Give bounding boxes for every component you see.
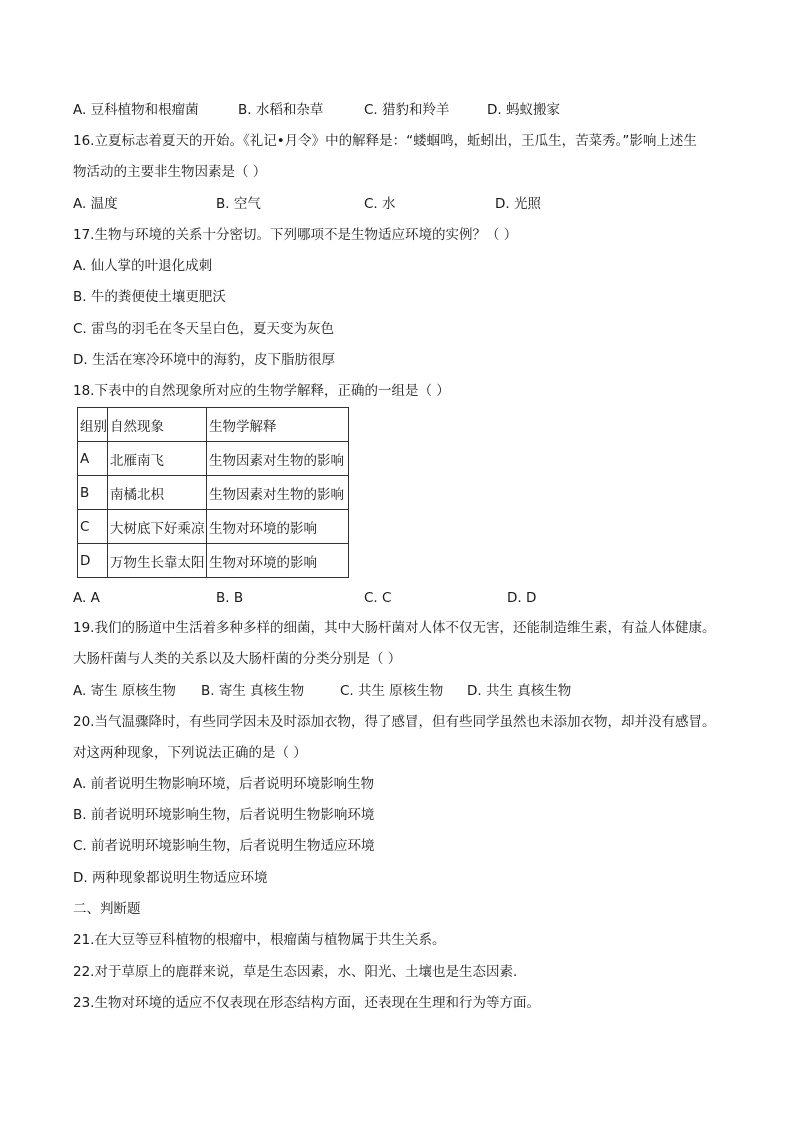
- q18-stem: 18.下表中的自然现象所对应的生物学解释，正确的一组是（ ）: [73, 383, 450, 399]
- q15-option-b: B. 水稻和杂草: [238, 102, 324, 118]
- table-row: [78, 510, 349, 544]
- table-row: [78, 476, 349, 510]
- q16-option-c: C. 水: [364, 196, 396, 212]
- q17-stem: 17.生物与环境的关系十分密切。下列哪项不是生物适应环境的实例？（ ）: [73, 227, 518, 243]
- q18-options: [73, 589, 753, 607]
- q15-option-a: A. 豆科植物和根瘤菌: [73, 102, 199, 118]
- q17-option-d: D. 生活在寒冷环境中的海豹，皮下脂肪很厚: [73, 352, 335, 368]
- q19-option-b: B. 寄生 真核生物: [201, 683, 305, 699]
- q18-table: [77, 407, 349, 578]
- q19-option-a: A. 寄生 原核生物: [73, 683, 176, 699]
- q20-stem-line2: 对这两种现象，下列说法正确的是（ ）: [73, 745, 307, 761]
- q18-option-c: C. C: [364, 590, 392, 606]
- q16-option-d: D. 光照: [495, 196, 541, 212]
- q17-option-b: B. 牛的粪便使土壤更肥沃: [73, 289, 226, 305]
- table-cell: 生物对环境的影响: [207, 544, 349, 578]
- q19-stem-line2: 大肠杆菌与人类的关系以及大肠杆菌的分类分别是（ ）: [73, 651, 402, 667]
- table-cell: 南橘北枳: [108, 476, 207, 510]
- table-cell: C: [78, 510, 108, 544]
- table-header-row: [78, 408, 349, 442]
- q17-option-a: A. 仙人掌的叶退化成刺: [73, 258, 213, 274]
- section-heading-judgement: 二、判断题: [73, 901, 141, 917]
- table-cell: 生物对环境的影响: [207, 510, 349, 544]
- q21-statement: 21.在大豆等豆科植物的根瘤中，根瘤菌与植物属于共生关系。: [73, 932, 446, 948]
- q19-options: [73, 682, 753, 700]
- q18-option-b: B. B: [216, 590, 244, 606]
- q19-option-d: D. 共生 真核生物: [467, 683, 572, 699]
- q19-stem-line1: 19.我们的肠道中生活着多种多样的细菌，其中大肠杆菌对人体不仅无害，还能制造维生素，有益人体健康。: [73, 620, 716, 636]
- q20-option-c: C. 前者说明环境影响生物，后者说明生物适应环境: [73, 838, 375, 854]
- q18-option-a: A. A: [73, 590, 100, 606]
- table-header-cell: 组别: [78, 408, 108, 442]
- q17-option-c: C. 雷鸟的羽毛在冬天呈白色，夏天变为灰色: [73, 321, 335, 337]
- table-cell: 北雁南飞: [108, 442, 207, 476]
- q15-option-d: D. 蚂蚁搬家: [487, 102, 560, 118]
- q23-statement: 23.生物对环境的适应不仅表现在形态结构方面，还表现在生理和行为等方面。: [73, 995, 540, 1011]
- table-cell: D: [78, 544, 108, 578]
- q19-option-c: C. 共生 原核生物: [340, 683, 444, 699]
- table-row: [78, 544, 349, 578]
- table-cell: B: [78, 476, 108, 510]
- table-cell: 万物生长靠太阳: [108, 544, 207, 578]
- q18-option-d: D. D: [507, 590, 537, 606]
- table-cell: 生物因素对生物的影响: [207, 442, 349, 476]
- table-cell: A: [78, 442, 108, 476]
- q20-option-a: A. 前者说明生物影响环境，后者说明环境影响生物: [73, 776, 375, 792]
- q16-stem-line2: 物活动的主要非生物因素是（ ）: [73, 164, 267, 180]
- q16-option-b: B. 空气: [216, 196, 261, 212]
- q15-option-c: C. 猎豹和羚羊: [364, 102, 450, 118]
- table-header-cell: 自然现象: [108, 408, 207, 442]
- q15-options: [73, 101, 753, 119]
- table-header-cell: 生物学解释: [207, 408, 349, 442]
- q16-stem-line1: 16.立夏标志着夏天的开始。《礼记•月令》中的解释是：“蝼蝈鸣，蚯蚓出，王瓜生，苦菜秀。”影响上述生: [73, 133, 697, 149]
- table-cell: 生物因素对生物的影响: [207, 476, 349, 510]
- table-cell: 大树底下好乘凉: [108, 510, 207, 544]
- table-row: [78, 442, 349, 476]
- q16-options: [73, 195, 753, 213]
- q22-statement: 22.对于草原上的鹿群来说，草是生态因素，水、阳光、土壤也是生态因素.: [73, 964, 518, 980]
- q20-option-d: D. 两种现象都说明生物适应环境: [73, 870, 268, 886]
- q16-option-a: A. 温度: [73, 196, 118, 212]
- q20-stem-line1: 20.当气温骤降时，有些同学因未及时添加衣物，得了感冒，但有些同学虽然也未添加衣物，却并没有感冒。: [73, 714, 716, 730]
- q20-option-b: B. 前者说明环境影响生物，后者说明生物影响环境: [73, 807, 375, 823]
